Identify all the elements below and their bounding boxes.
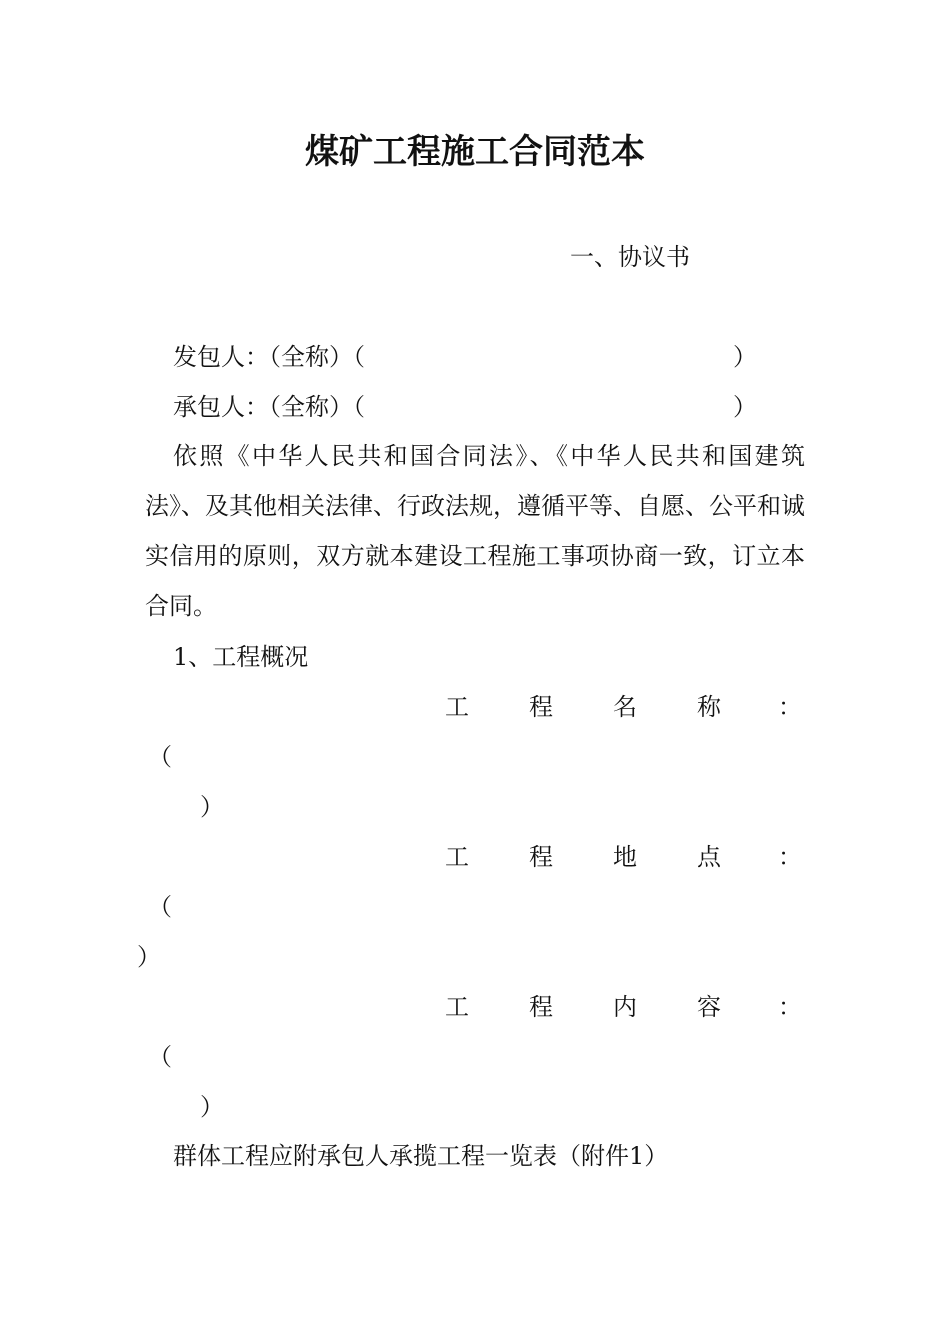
project-name-field bbox=[0, 692, 950, 722]
project-name-colon: ： bbox=[778, 693, 802, 721]
project-name-char: 程 bbox=[529, 693, 553, 721]
project-name-char: 称 bbox=[697, 693, 721, 721]
employer-close-paren: ） bbox=[733, 343, 757, 371]
project-name-open-paren: （ bbox=[148, 743, 172, 771]
project-content-char: 工 bbox=[445, 993, 469, 1021]
overview-heading: 1、工程概况 bbox=[173, 643, 309, 671]
project-name-close-paren: ） bbox=[200, 793, 224, 821]
basis-paragraph: 依照《中华人民共和国合同法》、《中华人民共和国建筑法》、及其他相关法律、行政法规，遵循平等、自愿、公平和诚实信用的原则，双方就本建设工程施工事项协商一致，订立本合同。 bbox=[145, 442, 805, 620]
group-project-note: 群体工程应附承包人承揽工程一览表（附件1） bbox=[173, 1142, 669, 1170]
project-location-char: 地 bbox=[613, 843, 637, 871]
contractor-label: 承包人：（全称）（ bbox=[173, 393, 365, 421]
project-content-open-paren: （ bbox=[148, 1043, 172, 1071]
project-name-char: 名 bbox=[613, 693, 637, 721]
project-name-char: 工 bbox=[445, 693, 469, 721]
project-content-close-paren: ） bbox=[200, 1093, 224, 1121]
project-content-char: 程 bbox=[529, 993, 553, 1021]
project-location-open-paren: （ bbox=[148, 893, 172, 921]
project-location-field bbox=[0, 842, 950, 872]
project-location-char: 点 bbox=[697, 843, 721, 871]
section-heading: 一、协议书 bbox=[570, 243, 690, 271]
project-location-close-paren: ） bbox=[137, 943, 161, 971]
project-content-colon: ： bbox=[778, 993, 802, 1021]
contractor-close-paren: ） bbox=[733, 393, 757, 421]
project-location-char: 工 bbox=[445, 843, 469, 871]
employer-label: 发包人：（全称）（ bbox=[173, 343, 365, 371]
project-content-field bbox=[0, 992, 950, 1022]
project-content-char: 容 bbox=[697, 993, 721, 1021]
project-location-char: 程 bbox=[529, 843, 553, 871]
project-content-char: 内 bbox=[613, 993, 637, 1021]
project-location-colon: ： bbox=[778, 843, 802, 871]
document-title: 煤矿工程施工合同范本 bbox=[305, 132, 645, 172]
